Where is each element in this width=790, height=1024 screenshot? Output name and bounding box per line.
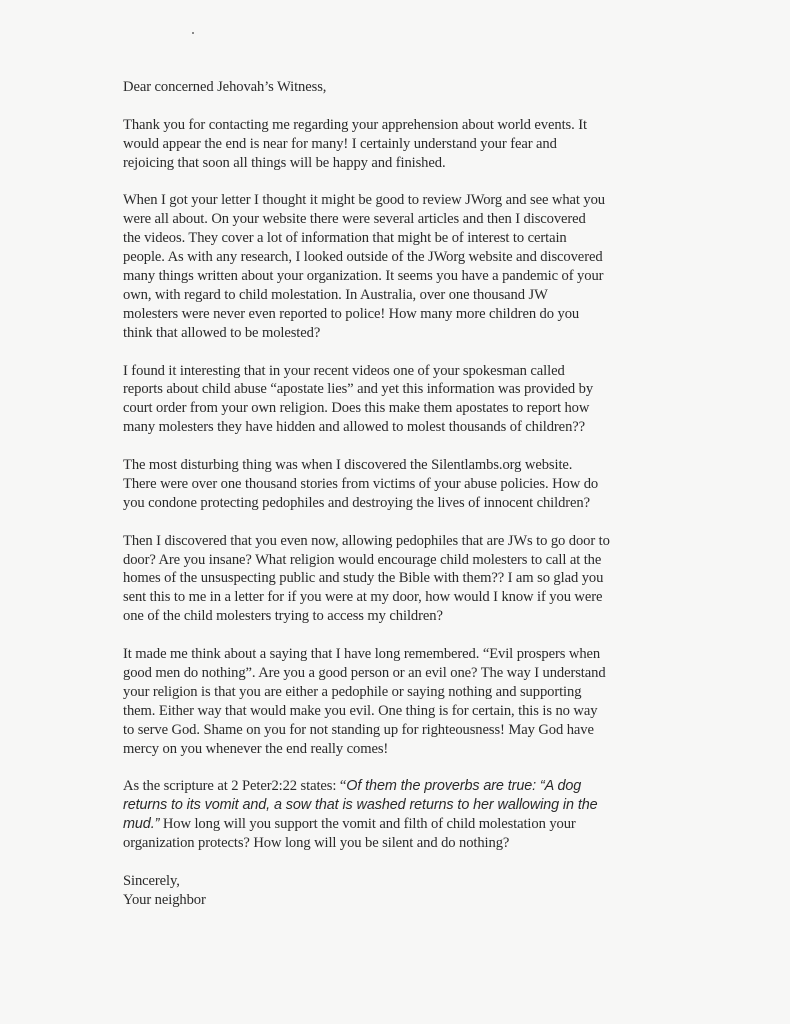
paragraph-line: reports about child abuse “apostate lies” and yet this information was provided by bbox=[123, 381, 594, 398]
paragraph-line: There were over one thousand stories from victims of your abuse policies. How do bbox=[123, 475, 599, 492]
scan-speck bbox=[192, 32, 194, 34]
salutation bbox=[123, 78, 703, 97]
paragraph-line: many things written about your organization. It seems you have a pandemic of your bbox=[123, 268, 604, 285]
paragraph-line: the videos. They cover a lot of information that might be of interest to certain bbox=[123, 230, 567, 247]
paragraph-door-to-door bbox=[123, 532, 703, 627]
paragraph-line: When I got your letter I thought it might be good to review JWorg and see what you bbox=[123, 192, 605, 209]
paragraph-line: Then I discovered that you even now, allowing pedophiles that are JWs to go door to bbox=[123, 532, 610, 549]
scripture-followup: organization protects? How long will you be silent and do nothing? bbox=[123, 835, 510, 852]
signoff bbox=[123, 872, 703, 910]
paragraph-line: them. Either way that would make you evil. One thing is for certain, this is no way bbox=[123, 702, 598, 719]
closing: Sincerely, bbox=[123, 872, 180, 889]
paragraph-line: court order from your own religion. Does this make them apostates to report how bbox=[123, 400, 590, 417]
paragraph-line: It made me think about a saying that I have long remembered. “Evil prospers when bbox=[123, 646, 601, 663]
paragraph-line: sent this to me in a letter for if you were at my door, how would I know if you were bbox=[123, 589, 603, 606]
paragraph-apprehension bbox=[123, 116, 703, 173]
scripture-quote: mud.” bbox=[123, 816, 160, 833]
paragraph-line: door? Are you insane? What religion would encourage child molesters to call at the bbox=[123, 551, 602, 568]
paragraph-saying bbox=[123, 645, 703, 758]
paragraph-line: own, with regard to child molestation. In Australia, over one thousand JW bbox=[123, 286, 548, 303]
paragraph-line: I found it interesting that in your recent videos one of your spokesman called bbox=[123, 362, 565, 379]
paragraph-line: rejoicing that soon all things will be happy and finished. bbox=[123, 154, 446, 171]
paragraph-line: people. As with any research, I looked outside of the JWorg website and discovered bbox=[123, 249, 603, 266]
scripture-line bbox=[123, 777, 703, 796]
paragraph-scripture bbox=[123, 777, 703, 853]
paragraph-research bbox=[123, 191, 703, 342]
paragraph-line: The most disturbing thing was when I discovered the Silentlambs.org website. bbox=[123, 457, 573, 474]
paragraph-line: your religion is that you are either a pedophile or saying nothing and supporting bbox=[123, 683, 582, 700]
paragraph-line: were all about. On your website there were several articles and then I discovered bbox=[123, 211, 586, 228]
salutation-line: Dear concerned Jehovah’s Witness, bbox=[123, 79, 327, 95]
scripture-followup: How long will you support the vomit and filth of child molestation your bbox=[159, 816, 576, 833]
paragraph-line: molesters were never even reported to police! How many more children do you bbox=[123, 305, 580, 322]
scripture-quote: Of them the proverbs are true: “A dog bbox=[346, 778, 582, 795]
paragraph-line: one of the child molesters trying to access my children? bbox=[123, 608, 443, 625]
scripture-intro: As the scripture at 2 Peter2:22 states: “ bbox=[123, 778, 347, 795]
paragraph-line: would appear the end is near for many! I certainly understand your fear and bbox=[123, 135, 557, 152]
paragraph-line: good men do nothing”. Are you a good person or an evil one? The way I understand bbox=[123, 665, 606, 681]
signature: Your neighbor bbox=[123, 891, 206, 908]
paragraph-line: to serve God. Shame on you for not standing up for righteousness! May God have bbox=[123, 721, 594, 738]
paragraph-line: homes of the unsuspecting public and study the Bible with them?? I am so glad you bbox=[123, 570, 604, 587]
paragraph-line: think that allowed to be molested? bbox=[123, 324, 321, 341]
scripture-quote: returns to its vomit and, a sow that is washed returns to her wallowing in the bbox=[123, 797, 598, 814]
paragraph-line: Thank you for contacting me regarding your apprehension about world events. It bbox=[123, 116, 587, 133]
scripture-line bbox=[123, 815, 703, 834]
letter-body bbox=[123, 78, 703, 929]
paragraph-line: you condone protecting pedophiles and destroying the lives of innocent children? bbox=[123, 494, 590, 511]
paragraph-videos bbox=[123, 362, 703, 438]
paragraph-line: mercy on you whenever the end really comes! bbox=[123, 740, 389, 757]
paragraph-website bbox=[123, 456, 703, 513]
paragraph-line: many molesters they have hidden and allowed to molest thousands of children?? bbox=[123, 419, 586, 436]
